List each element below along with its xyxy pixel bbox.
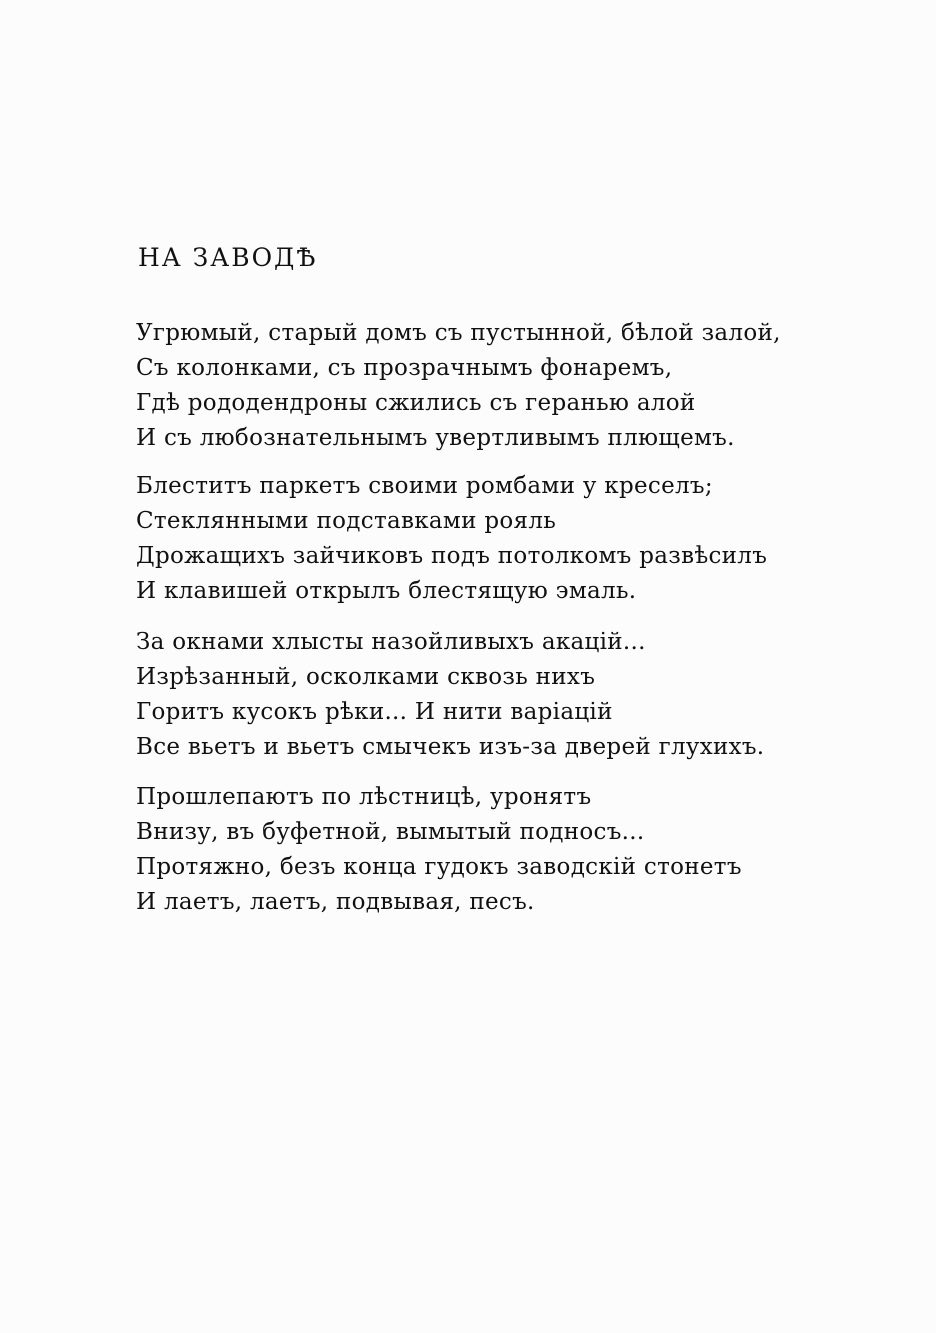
poem-line: Стеклянными подставками рояль	[136, 508, 557, 534]
stanza-4	[136, 780, 742, 920]
poem-line: Угрюмый, старый домъ съ пустынной, бѣлой залой,	[136, 320, 781, 346]
poem-line: И съ любознательнымъ увертливымъ плющемъ.	[136, 425, 735, 451]
stanza-1	[136, 316, 781, 456]
poem-line: Прошлепаютъ по лѣстницѣ, уронятъ	[136, 784, 592, 810]
poem-line: И клавишей открылъ блестящую эмаль.	[136, 578, 637, 604]
poem-line: Блеститъ паркетъ своими ромбами у креселъ;	[136, 473, 713, 499]
stanza-2	[136, 469, 767, 609]
stanza-3	[136, 625, 764, 765]
poem-line: Протяжно, безъ конца гудокъ заводскій стонетъ	[136, 854, 742, 880]
poem-line: Изрѣзанный, осколками сквозь нихъ	[136, 664, 596, 690]
poem-line: Внизу, въ буфетной, вымытый подносъ...	[136, 819, 645, 845]
poem-title: НА ЗАВОДѢ	[138, 243, 318, 272]
poem-line: Горитъ кусокъ рѣки... И нити варіацій	[136, 699, 613, 725]
poem-line: И лаетъ, лаетъ, подвывая, песъ.	[136, 889, 535, 915]
poem-line: Гдѣ рододендроны сжились съ геранью алой	[136, 390, 696, 416]
poem-line: Все вьетъ и вьетъ смычекъ изъ-за дверей глухихъ.	[136, 734, 765, 760]
poem-line: Дрожащихъ зайчиковъ подъ потолкомъ развѣсилъ	[136, 543, 768, 569]
poem-line: Съ колонками, съ прозрачнымъ фонаремъ,	[136, 355, 673, 381]
poem-line: За окнами хлысты назойливыхъ акацій...	[136, 629, 646, 655]
